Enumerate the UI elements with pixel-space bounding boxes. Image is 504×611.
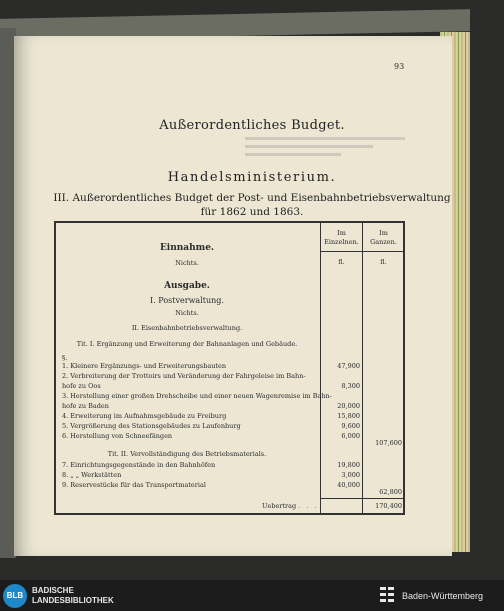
table-row-total: 107,600 <box>375 439 402 447</box>
table-row-single: 9,600 <box>341 422 360 430</box>
tit1-heading: Tit. I. Ergänzung und Erweiterung der Bahnanlagen und Gebäude. <box>76 340 298 348</box>
budget-subtitle-line2: für 1862 und 1863. <box>200 206 304 218</box>
table-row-single: 15,800 <box>337 412 360 420</box>
table-row-single: 8,300 <box>341 382 360 390</box>
col-total-header-2: Ganzen. <box>370 238 397 246</box>
tit2-heading: Tit. II. Vervollständigung des Betriebsmaterials. <box>107 450 267 458</box>
paragraph-sign: §. <box>62 354 68 362</box>
state-name[interactable]: Baden-Württemberg <box>402 591 484 601</box>
einnahme-nichts: Nichts. <box>175 259 199 267</box>
library-name-line2: LANDESBIBLIOTHEK <box>32 596 114 605</box>
table-row-text: 3. Herstellung einer großen Drehscheibe und einer neuen Wagenremise im Bahn- <box>62 392 332 400</box>
uebertrag-label: Uebertrag . . . <box>262 502 319 510</box>
blb-logo[interactable]: BLB <box>3 584 27 608</box>
table-row-text: hofe zu Baden <box>62 402 109 410</box>
budget-subtitle-line1: III. Außerordentliches Budget der Post- und Eisenbahnbetriebsverwaltung <box>53 192 451 204</box>
uebertrag-rule <box>320 498 405 499</box>
col-single-header-1: Im <box>337 229 346 237</box>
uebertrag-value: 170,400 <box>375 502 402 510</box>
table-row-single: 6,000 <box>341 432 360 440</box>
ministry-heading: Handelsministerium. <box>167 170 337 185</box>
library-name[interactable] <box>32 586 114 606</box>
table-row-single: 19,800 <box>337 461 360 469</box>
page-number: 93 <box>394 62 405 71</box>
post-nichts: Nichts. <box>175 309 199 317</box>
baden-wuerttemberg-lion-icon <box>378 585 396 605</box>
currency-total: fl. <box>380 258 387 266</box>
table-row-text: 8. „ „ Werkstätten <box>62 471 122 479</box>
table-row-text: 4. Erweiterung im Aufnahmsgebäude zu Freiburg <box>62 412 227 420</box>
table-row-single: 47,900 <box>337 362 360 370</box>
currency-single: fl. <box>338 258 345 266</box>
table-row-text: 5. Vergrößerung des Stationsgebäudes zu Laufenburg <box>62 422 241 430</box>
table-row-single: 3,000 <box>341 471 360 479</box>
table-row-text: 2. Verbreiterung der Trottoirs und Veränderung der Fahrgeleise im Bahn- <box>62 372 306 380</box>
col-total-header-1: Im <box>379 229 388 237</box>
table-row-single: 20,000 <box>337 402 360 410</box>
eisenbahn-heading: II. Eisenbahnbetriebsverwaltung. <box>131 324 243 332</box>
table-row-text: hofe zu Oos <box>62 382 101 390</box>
budget-title: Außerordentliches Budget. <box>159 118 345 133</box>
table-row-text: 7. Einrichtungsgegenstände in den Bahnhöfen <box>62 461 216 469</box>
einnahme-heading: Einnahme. <box>159 243 215 253</box>
bleed-through-text <box>245 137 405 167</box>
library-name-line1: BADISCHE <box>32 586 74 595</box>
table-row-text: 9. Reservestücke für das Transportmaterial <box>62 481 206 489</box>
post-heading: I. Postverwaltung. <box>150 296 224 305</box>
table-row-text: 1. Kleinere Ergänzungs- und Erweiterungsbauten <box>62 362 227 370</box>
ausgabe-heading: Ausgabe. <box>164 281 210 291</box>
table-row-text: 6. Herstellung von Schneefängen <box>62 432 173 440</box>
header-rule <box>320 251 405 252</box>
table-row-total: 62,800 <box>379 488 402 496</box>
table-row-single: 40,000 <box>337 481 360 489</box>
col-single-header-2: Einzelnen. <box>324 238 359 246</box>
